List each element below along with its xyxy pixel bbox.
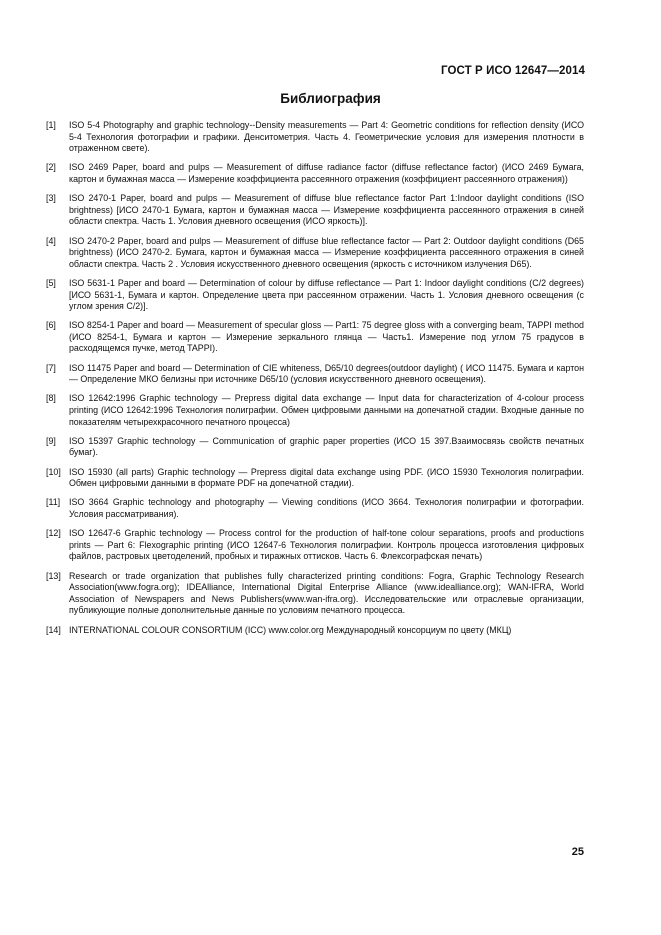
bibliography-entry: [46, 528, 584, 563]
bibliography-entry: [46, 625, 584, 637]
entry-text: ISO 2470-2 Paper, board and pulps — Measurement of diffuse blue reflectance factor — Part 2: Outdoor daylight conditions (D65 brightness) (ИСО 2470-2. Бумага, картон и бумажная масса — Измерение коэффициента рассеянного отражения в синей области спектра. Часть 2 . Условия искусственного дневного освещения (яркость с источником излучения D65).: [69, 235, 584, 269]
bibliography-entry: [46, 162, 584, 185]
entry-number: [1]: [46, 120, 56, 130]
bibliography-entry: [46, 436, 584, 459]
entry-text: ISO 15397 Graphic technology — Communication of graphic paper properties (ИСО 15 397.Взаимосвязь свойств печатных бумаг).: [69, 435, 584, 458]
bibliography-entry: [46, 278, 584, 313]
entry-text: ISO 11475 Paper and board — Determination of CIE whiteness, D65/10 degrees(outdoor daylight) ( ИСО 11475. Бумага и картон — Определение МКО белизны при источнике D65/10 (условия искусственного дневного освещения).: [69, 362, 584, 385]
bibliography-title: Библиография: [280, 91, 381, 106]
entry-number: [8]: [46, 393, 56, 404]
bibliography-entry: [46, 393, 584, 428]
entry-number: [6]: [46, 320, 56, 331]
entry-number: [14]: [46, 624, 61, 635]
entry-text: ISO 12647-6 Graphic technology — Process control for the production of half-tone colour separations, proofs and productions prints — Part 6: Flexographic printing (ИСО 12647-6 Технология полиграфии. Контроль процесса изготовления цифровых файлов, растровых цветоделений, пробных и тиражных оттисков. Часть 6. Флексографская печать): [69, 528, 584, 562]
entry-number: [9]: [46, 435, 56, 446]
bibliography-entry: [46, 120, 584, 155]
bibliography-entry: [46, 497, 584, 520]
entry-number: [13]: [46, 570, 61, 581]
entry-number: [4]: [46, 235, 56, 246]
bibliography-entry: [46, 236, 584, 271]
bibliography-entry: [46, 193, 584, 228]
entry-text: ISO 3664 Graphic technology and photography — Viewing conditions (ИСО 3664. Технология полиграфии и фотографии. Условия рассматривания).: [69, 497, 584, 519]
bibliography-entry: [46, 363, 584, 386]
entry-number: [5]: [46, 277, 56, 288]
bibliography-entry: [46, 571, 584, 617]
entry-number: [11]: [46, 497, 61, 508]
bibliography-list: [46, 120, 584, 644]
page-number: 25: [571, 846, 584, 858]
entry-text: ISO 5631-1 Paper and board — Determination of colour by diffuse reflectance — Part 1: Indoor daylight conditions (C/2 degrees) [ИСО 5631-1, Бумага и картон. Определение цвета при рассеянном отражении. Часть 1. Условия дневного освещения (с углом зрения C/2)].: [69, 277, 584, 312]
bibliography-entry: [46, 320, 584, 355]
entry-text: ISO 15930 (all parts) Graphic technology — Prepress digital data exchange using PDF. (ИСО 15930 Технология полиграфии. Обмен цифровыми данными в формате PDF на допечатной стадии).: [69, 466, 584, 489]
entry-text: ISO 2470-1 Paper, board and pulps — Measurement of diffuse blue reflectance factor Part 1:Indoor daylight conditions (ISO brightness) [ИСО 2470-1 Бумага, картон и бумажная масса — Измерение коэффициента рассеянного отражения в синей области спектра. Часть 1. Условия дневного освещения (ИСО яркость)].: [69, 193, 584, 227]
entry-text: Research or trade organization that publishes fully characterized printing conditions: Fogra, Graphic Technology Research Association(www.fogra.org); IDEAlliance, International Digital Enterprise Alliance (www.idealliance.org); WAN-IFRA, World Association of Newspapers and News Publishers(www.wan-ifra.org). Исследовательские или отраслевые организации, публикующие полные дополнительные данные по условиям печатного процесса.: [69, 570, 584, 616]
entry-number: [12]: [46, 528, 61, 539]
entry-text: ISO 12642:1996 Graphic technology — Prepress digital data exchange — Input data for characterization of 4-colour process printing (ИСО 12642:1996 Технология полиграфии. Обмен цифровыми данными на допечатной стадии. Входные данные по показателям четырехкрасочного печатного процесса): [69, 393, 584, 427]
entry-number: [10]: [46, 466, 61, 477]
entry-text: ISO 8254-1 Paper and board — Measurement of specular gloss — Part1: 75 degree gloss with a converging beam, TAPPI method (ИСО 8254-1, Бумага и картон — Измерение зеркального глянца — Часть1. Измерение под углом 75 градусов в расходящемся пучке, метод TAPPI).: [69, 320, 584, 354]
document-code: ГОСТ Р ИСО 12647—2014: [440, 65, 585, 77]
entry-text: ISO 5-4 Photography and graphic technology--Density measurements — Part 4: Geometric conditions for reflection density (ИСО 5-4 Технология фотографии и графики. Денситометрия. Часть 4. Геометрические условия для измерения плотности в отраженном свете).: [69, 120, 584, 154]
entry-number: [7]: [46, 362, 56, 373]
entry-text: ISO 2469 Paper, board and pulps — Measurement of diffuse radiance factor (diffuse reflectance factor) (ИСО 2469 Бумага, картон и бумажная масса — Измерение коэффициента рассеянного отражения (коэффициент рассеянного отражения)): [69, 162, 584, 184]
entry-number: [2]: [46, 162, 56, 173]
entry-text: INTERNATIONAL COLOUR CONSORTIUM (ICC) www.color.org Международный консорциум по цвету (МКЦ): [69, 624, 512, 635]
bibliography-entry: [46, 467, 584, 490]
entry-number: [3]: [46, 193, 56, 204]
